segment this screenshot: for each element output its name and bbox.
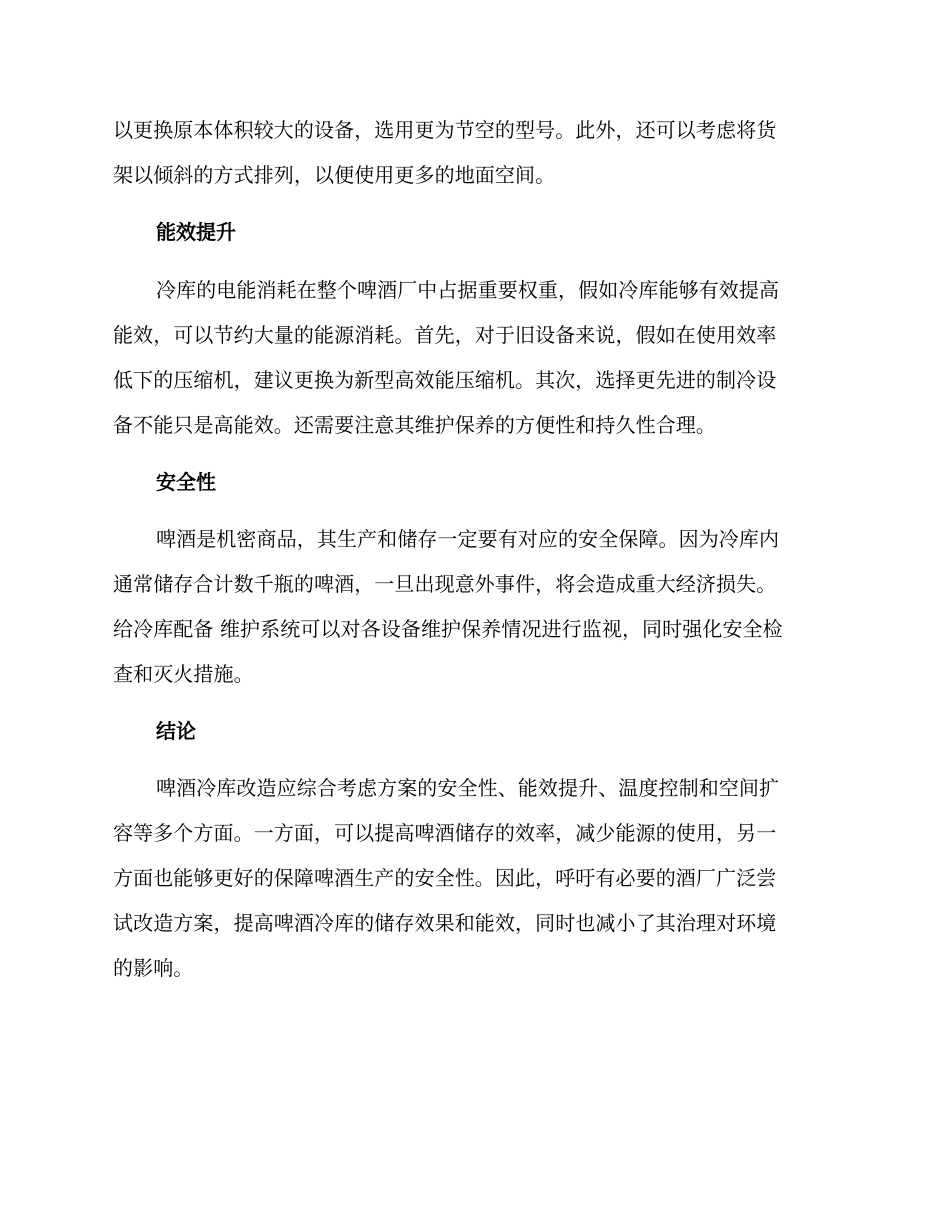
conclusion-line-4: 试改造方案，提高啤酒冷库的储存效果和能效，同时也减小了其治理对环境	[113, 911, 777, 935]
energy-line-4: 备不能只是高能效。还需要注意其维护保养的方便性和持久性合理。	[113, 413, 716, 437]
intro-line-1: 以更换原本体积较大的设备，选用更为节空的型号。此外，还可以考虑将货	[113, 118, 777, 142]
energy-line-1: 冷库的电能消耗在整个啤酒厂中占据重要权重，假如冷库能够有效提高	[156, 278, 780, 302]
conclusion-line-2: 容等多个方面。一方面，可以提高啤酒储存的效率，减少能源的使用，另一	[113, 821, 777, 845]
energy-line-2: 能效，可以节约大量的能源消耗。首先，对于旧设备来说，假如在使用效率	[113, 323, 777, 347]
safety-line-3: 给冷库配备 维护系统可以对各设备维护保养情况进行监视，同时强化安全检	[113, 617, 783, 641]
intro-line-2: 架以倾斜的方式排列，以便使用更多的地面空间。	[113, 163, 556, 187]
conclusion-line-1: 啤酒冷库改造应综合考虑方案的安全性、能效提升、温度控制和空间扩	[156, 776, 780, 800]
section-heading-energy: 能效提升	[156, 220, 236, 244]
safety-line-2: 通常储存合计数千瓶的啤酒，一旦出现意外事件，将会造成重大经济损失。	[113, 572, 777, 596]
section-heading-safety: 安全性	[156, 470, 216, 494]
safety-line-4: 查和灭火措施。	[113, 662, 254, 686]
section-heading-conclusion: 结论	[156, 719, 196, 743]
energy-line-3: 低下的压缩机，建议更换为新型高效能压缩机。其次，选择更先进的制冷设	[113, 368, 777, 392]
safety-line-1: 啤酒是机密商品，其生产和储存一定要有对应的安全保障。因为冷库内	[156, 527, 780, 551]
conclusion-line-3: 方面也能够更好的保障啤酒生产的安全性。因此，呼吁有必要的酒厂广泛尝	[113, 866, 777, 890]
conclusion-line-5: 的影响。	[113, 956, 194, 980]
